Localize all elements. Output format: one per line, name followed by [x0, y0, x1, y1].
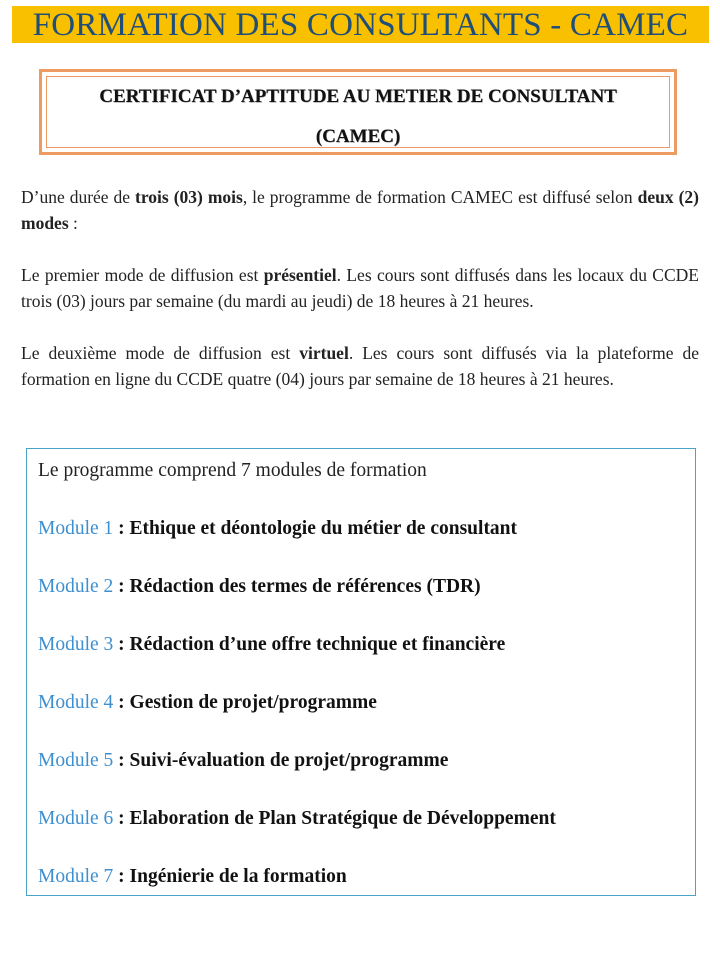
module-item — [38, 515, 695, 543]
virtual-keyword: virtuel — [299, 343, 349, 363]
module-title: Gestion de projet/programme — [129, 692, 377, 713]
module-item — [38, 805, 695, 833]
intro-text — [21, 184, 699, 418]
text-span: Le premier mode de diffusion est — [21, 265, 264, 285]
modules-box — [26, 448, 696, 896]
text-span: Le deuxième mode de diffusion est — [21, 343, 300, 363]
module-separator: : — [113, 866, 130, 887]
module-number: Module 5 — [38, 750, 114, 771]
module-number: Module 2 — [38, 576, 114, 597]
module-separator: : — [113, 518, 130, 539]
certificate-inner-frame — [46, 76, 670, 148]
module-title: Rédaction d’une offre technique et financière — [129, 634, 506, 655]
duration-value: trois (03) mois — [135, 187, 243, 207]
text-span: : — [68, 213, 78, 233]
banner-title: FORMATION DES CONSULTANTS - CAMEC — [12, 6, 709, 43]
module-number: Module 7 — [38, 866, 114, 887]
module-item — [38, 573, 695, 601]
module-item — [38, 631, 695, 659]
certificate-acronym: (CAMEC) — [315, 126, 401, 147]
module-title: Elaboration de Plan Stratégique de Développement — [129, 808, 556, 829]
module-number: Module 6 — [38, 808, 114, 829]
module-item — [38, 689, 695, 717]
module-title: Rédaction des termes de références (TDR) — [129, 576, 481, 597]
text-span: . Les cours sont diffusés dans les locaux du CCDE trois (03) jours par semaine (du mardi au jeudi) de 18 heures à 21 heures. — [21, 265, 699, 311]
module-number: Module 1 — [38, 518, 114, 539]
modes-count: deux (2) modes — [21, 187, 699, 233]
module-separator: : — [113, 634, 130, 655]
modules-lead: Le programme comprend 7 modules de formation — [38, 460, 427, 481]
module-title: Ethique et déontologie du métier de consultant — [129, 518, 518, 539]
certificate-title: CERTIFICAT D’APTITUDE AU METIER DE CONSULTANT — [99, 86, 617, 107]
module-separator: : — [113, 808, 130, 829]
module-title: Ingénierie de la formation — [129, 866, 347, 887]
certificate-box — [39, 69, 677, 155]
module-item — [38, 747, 695, 775]
text-span: , le programme de formation CAMEC est diffusé selon — [242, 187, 638, 207]
duration-paragraph — [21, 184, 699, 236]
module-number: Module 4 — [38, 692, 114, 713]
module-separator: : — [113, 692, 130, 713]
text-span: D’une durée de — [21, 187, 136, 207]
module-number: Module 3 — [38, 634, 114, 655]
presential-paragraph — [21, 262, 699, 314]
module-separator: : — [113, 576, 130, 597]
presential-keyword: présentiel — [263, 265, 337, 285]
virtual-paragraph — [21, 340, 699, 392]
module-item — [38, 863, 695, 891]
module-separator: : — [113, 750, 130, 771]
module-title: Suivi-évaluation de projet/programme — [129, 750, 449, 771]
text-span: . Les cours sont diffusés via la plateforme de formation en ligne du CCDE quatre (04) jours par semaine de 18 heures à 21 heures. — [21, 343, 699, 389]
